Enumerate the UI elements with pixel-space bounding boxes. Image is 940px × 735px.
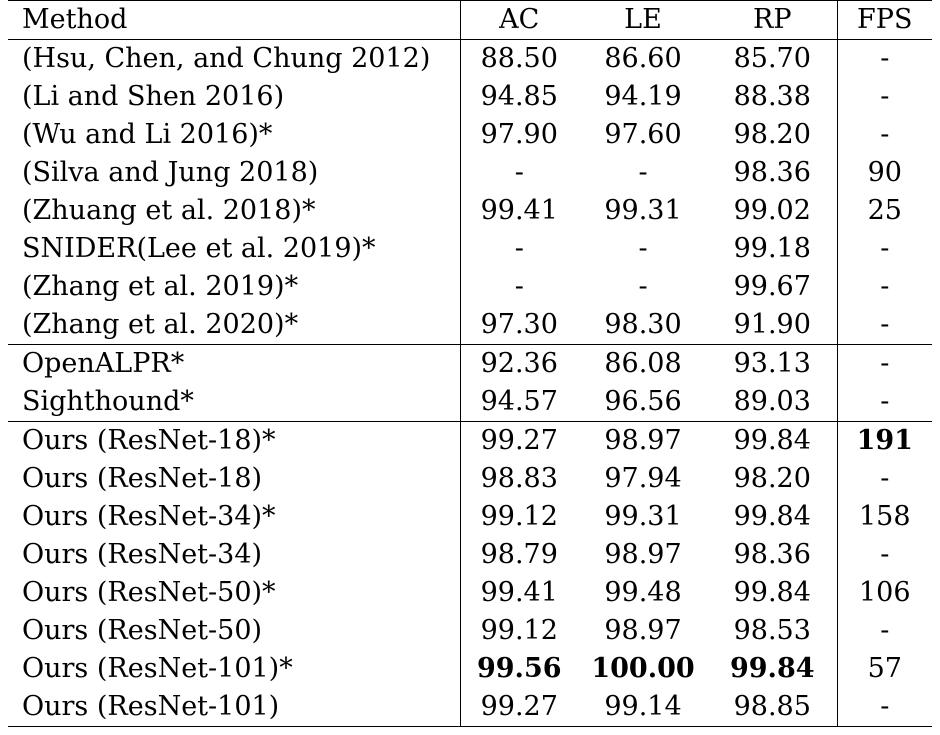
- cell-fps: 106: [858, 577, 911, 608]
- cell-le: 86.08: [604, 348, 682, 379]
- cell-le: 100.00: [591, 653, 695, 684]
- cell-rp: 99.02: [708, 192, 837, 230]
- table-header-row: [8, 1, 932, 40]
- cell-method: (Zhang et al. 2020)*: [8, 306, 460, 345]
- cell-le: 98.30: [578, 306, 708, 345]
- cell-fps: 191: [856, 425, 913, 456]
- cell-fps: -: [880, 119, 890, 150]
- header-le: LE: [578, 1, 708, 40]
- cell-rp: 99.84: [708, 574, 837, 612]
- cell-rp: 98.36: [708, 536, 837, 574]
- cell-ac: 97.90: [480, 119, 558, 150]
- cell-le: 99.31: [604, 501, 682, 532]
- table-row: [8, 422, 932, 461]
- table-row: [8, 383, 932, 422]
- cell-ac: 88.50: [480, 43, 558, 74]
- cell-ac: 92.36: [480, 348, 558, 379]
- cell-method: Ours (ResNet-34): [8, 536, 460, 574]
- cell-le: 98.97: [604, 539, 682, 570]
- cell-rp: 99.84: [708, 498, 837, 536]
- cell-rp: 98.36: [708, 154, 837, 192]
- cell-rp: 98.85: [708, 688, 837, 727]
- cell-le: 98.97: [604, 425, 682, 456]
- table-row: [8, 116, 932, 154]
- table-row: [8, 154, 932, 192]
- cell-method: Ours (ResNet-101)*: [8, 650, 460, 688]
- cell-fps: -: [837, 688, 932, 727]
- cell-method: Ours (ResNet-50)*: [8, 574, 460, 612]
- table-row: [8, 345, 932, 384]
- cell-ac: 99.12: [480, 501, 558, 532]
- cell-method: (Zhuang et al. 2018)*: [8, 192, 460, 230]
- header-method: Method: [8, 1, 460, 40]
- cell-method: Ours (ResNet-101): [8, 688, 460, 727]
- cell-rp: 99.18: [708, 230, 837, 268]
- table-row: [8, 536, 932, 574]
- cell-fps: -: [880, 81, 890, 112]
- cell-method: Ours (ResNet-50): [8, 612, 460, 650]
- cell-fps: 25: [867, 195, 902, 226]
- table-row: [8, 78, 932, 116]
- cell-method: Ours (ResNet-18): [8, 460, 460, 498]
- cell-ac: 99.56: [476, 653, 562, 684]
- table-row: [8, 612, 932, 650]
- cell-method: (Silva and Jung 2018): [8, 154, 460, 192]
- cell-fps: -: [880, 43, 890, 74]
- cell-ac: -: [514, 233, 524, 264]
- cell-fps: -: [880, 271, 890, 302]
- table-row: [8, 574, 932, 612]
- cell-rp: 98.20: [708, 116, 837, 154]
- cell-fps: -: [880, 539, 890, 570]
- table-row: [8, 650, 932, 688]
- cell-method: Ours (ResNet-34)*: [8, 498, 460, 536]
- cell-rp: 91.90: [708, 306, 837, 345]
- cell-ac: 98.83: [480, 463, 558, 494]
- cell-le: -: [638, 233, 648, 264]
- cell-ac: 98.79: [480, 539, 558, 570]
- cell-fps: -: [880, 615, 890, 646]
- cell-rp: 99.84: [708, 650, 837, 688]
- cell-ac: 99.41: [480, 195, 558, 226]
- cell-le: 98.97: [604, 615, 682, 646]
- cell-method: OpenALPR*: [8, 345, 460, 384]
- cell-ac: 99.27: [480, 425, 558, 456]
- cell-le: -: [638, 157, 648, 188]
- cell-fps: -: [880, 348, 890, 379]
- cell-fps: -: [837, 383, 932, 422]
- cell-le: -: [638, 271, 648, 302]
- cell-le: 94.19: [604, 81, 682, 112]
- cell-rp: 85.70: [708, 40, 837, 79]
- cell-le: 99.31: [604, 195, 682, 226]
- cell-le: 99.48: [604, 577, 682, 608]
- cell-ac: 99.41: [480, 577, 558, 608]
- cell-rp: 98.20: [708, 460, 837, 498]
- table-row: [8, 192, 932, 230]
- cell-rp: 93.13: [708, 345, 837, 384]
- cell-rp: 89.03: [708, 383, 837, 422]
- cell-le: 97.94: [604, 463, 682, 494]
- cell-rp: 88.38: [708, 78, 837, 116]
- cell-rp: 98.53: [708, 612, 837, 650]
- cell-fps: -: [880, 233, 890, 264]
- cell-le: 99.14: [578, 688, 708, 727]
- table-row: [8, 268, 932, 306]
- table-row: [8, 306, 932, 345]
- cell-method: (Li and Shen 2016): [8, 78, 460, 116]
- cell-le: 97.60: [604, 119, 682, 150]
- cell-method: (Zhang et al. 2019)*: [8, 268, 460, 306]
- cell-fps: -: [880, 463, 890, 494]
- header-rp: RP: [708, 1, 837, 40]
- cell-le: 86.60: [604, 43, 682, 74]
- cell-method: SNIDER(Lee et al. 2019)*: [8, 230, 460, 268]
- header-ac: AC: [460, 1, 578, 40]
- cell-method: Sighthound*: [8, 383, 460, 422]
- cell-method: Ours (ResNet-18)*: [8, 422, 460, 461]
- cell-fps: -: [837, 306, 932, 345]
- table-row: [8, 688, 932, 727]
- cell-ac: -: [514, 157, 524, 188]
- cell-method: (Hsu, Chen, and Chung 2012): [8, 40, 460, 79]
- cell-ac: 99.27: [460, 688, 578, 727]
- cell-method: (Wu and Li 2016)*: [8, 116, 460, 154]
- results-table: [8, 0, 932, 727]
- table-row: [8, 230, 932, 268]
- cell-ac: 99.12: [480, 615, 558, 646]
- table-body: [8, 40, 932, 727]
- cell-ac: 97.30: [460, 306, 578, 345]
- cell-ac: 94.85: [480, 81, 558, 112]
- cell-fps: 158: [858, 501, 911, 532]
- cell-ac: -: [514, 271, 524, 302]
- table-row: [8, 40, 932, 79]
- cell-rp: 99.84: [708, 422, 837, 461]
- cell-ac: 94.57: [460, 383, 578, 422]
- cell-fps: 90: [867, 157, 902, 188]
- header-fps: FPS: [837, 1, 932, 40]
- cell-rp: 99.67: [708, 268, 837, 306]
- cell-fps: 57: [867, 653, 902, 684]
- cell-le: 96.56: [578, 383, 708, 422]
- table-row: [8, 460, 932, 498]
- table-row: [8, 498, 932, 536]
